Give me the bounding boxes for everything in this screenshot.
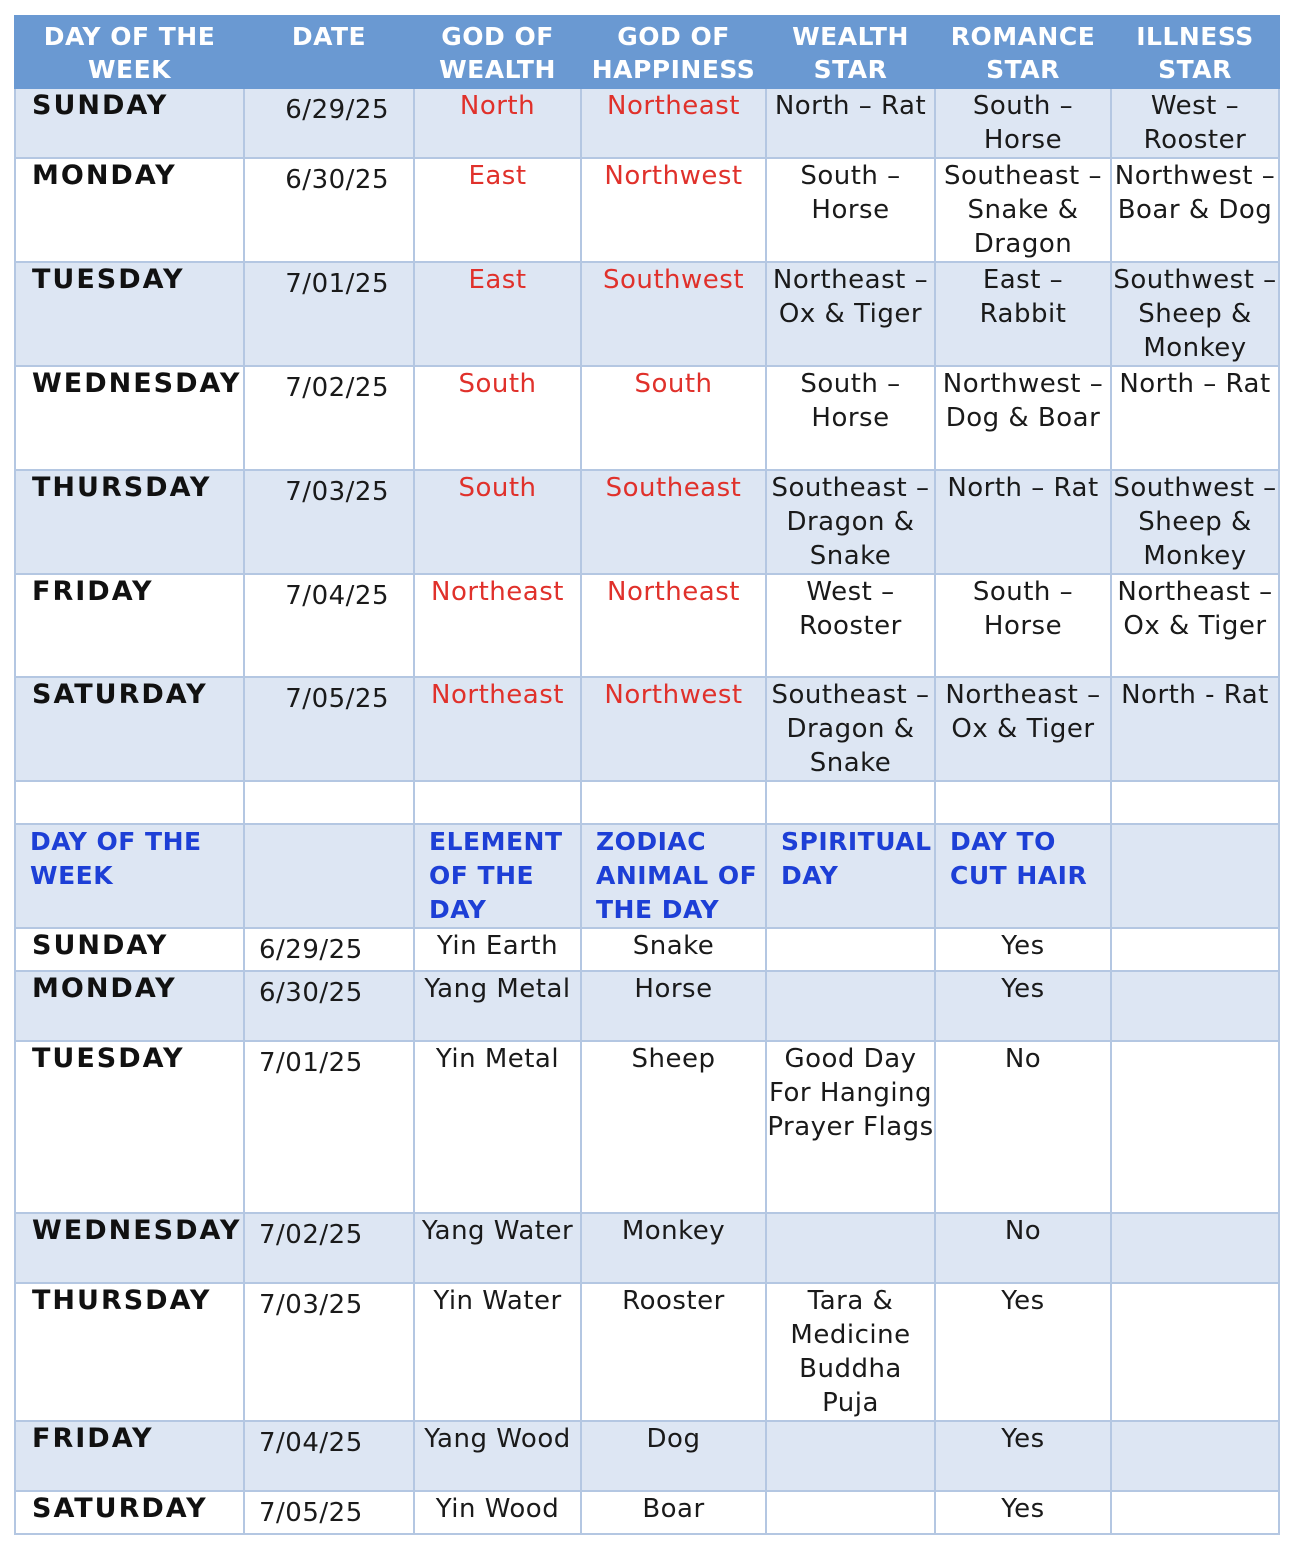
- spiritual-day-cell: Tara & Medicine Buddha Puja: [766, 1283, 935, 1421]
- element-cell: Yin Earth: [414, 928, 581, 971]
- date-cell: 7/01/25: [244, 1041, 414, 1213]
- spiritual-day-cell: Good Day For Hanging Prayer Flags: [766, 1041, 935, 1213]
- empty-cell: [1111, 928, 1279, 971]
- date-cell: 7/03/25: [244, 470, 414, 574]
- god-of-wealth-cell: Northeast: [414, 574, 581, 677]
- table-row: [15, 574, 1279, 677]
- god-of-happiness-cell: Northwest: [581, 158, 766, 262]
- empty-cell: [1111, 1421, 1279, 1491]
- illness-star-cell: North – Rat: [1111, 366, 1279, 470]
- table-row: [15, 1041, 1279, 1213]
- zodiac-animal-cell: Monkey: [581, 1213, 766, 1283]
- god-of-happiness-cell: Northeast: [581, 88, 766, 158]
- day-cell: TUESDAY: [15, 1041, 244, 1213]
- day-cell: FRIDAY: [15, 574, 244, 677]
- subheader-day-to-cut-hair: DAY TO CUT HAIR: [935, 824, 1111, 928]
- day-cell: SUNDAY: [15, 928, 244, 971]
- empty-cell: [1111, 1283, 1279, 1421]
- wealth-star-cell: Northeast – Ox & Tiger: [766, 262, 935, 366]
- subheader-zodiac-animal: ZODIAC ANIMAL OF THE DAY: [581, 824, 766, 928]
- wealth-star-cell: Southeast – Dragon & Snake: [766, 470, 935, 574]
- empty-cell: [1111, 971, 1279, 1041]
- illness-star-cell: North - Rat: [1111, 677, 1279, 781]
- table-row: [15, 88, 1279, 158]
- header-day: DAY OF THE WEEK: [15, 16, 244, 88]
- cut-hair-cell: Yes: [935, 1421, 1111, 1491]
- wealth-star-cell: South – Horse: [766, 158, 935, 262]
- day-cell: FRIDAY: [15, 1421, 244, 1491]
- empty-cell: [244, 781, 414, 824]
- date-cell: 7/04/25: [244, 574, 414, 677]
- wealth-star-cell: Southeast – Dragon & Snake: [766, 677, 935, 781]
- romance-star-cell: South – Horse: [935, 88, 1111, 158]
- subheader-row: [15, 824, 1279, 928]
- god-of-happiness-cell: Northeast: [581, 574, 766, 677]
- spiritual-day-cell: [766, 1213, 935, 1283]
- header-date: DATE: [244, 16, 414, 88]
- table-row: [15, 470, 1279, 574]
- empty-cell: [581, 781, 766, 824]
- spacer-row: [15, 781, 1279, 824]
- god-of-wealth-cell: East: [414, 262, 581, 366]
- illness-star-cell: Southwest – Sheep & Monkey: [1111, 262, 1279, 366]
- cut-hair-cell: Yes: [935, 971, 1111, 1041]
- day-cell: TUESDAY: [15, 262, 244, 366]
- subheader-element: ELEMENT OF THE DAY: [414, 824, 581, 928]
- table-row: [15, 677, 1279, 781]
- table-row: [15, 158, 1279, 262]
- header-row: [15, 16, 1279, 88]
- table-row: [15, 928, 1279, 971]
- table-row: [15, 262, 1279, 366]
- table-row: [15, 1421, 1279, 1491]
- god-of-happiness-cell: Southeast: [581, 470, 766, 574]
- empty-cell: [414, 781, 581, 824]
- day-cell: SUNDAY: [15, 88, 244, 158]
- table-row: [15, 971, 1279, 1041]
- day-cell: SATURDAY: [15, 677, 244, 781]
- element-cell: Yin Metal: [414, 1041, 581, 1213]
- date-cell: 7/03/25: [244, 1283, 414, 1421]
- date-cell: 7/02/25: [244, 366, 414, 470]
- spiritual-day-cell: [766, 971, 935, 1041]
- illness-star-cell: West – Rooster: [1111, 88, 1279, 158]
- cut-hair-cell: Yes: [935, 1283, 1111, 1421]
- element-cell: Yang Water: [414, 1213, 581, 1283]
- element-cell: Yang Metal: [414, 971, 581, 1041]
- romance-star-cell: Northwest – Dog & Boar: [935, 366, 1111, 470]
- god-of-happiness-cell: Northwest: [581, 677, 766, 781]
- god-of-wealth-cell: East: [414, 158, 581, 262]
- subheader-date: [244, 824, 414, 928]
- empty-cell: [15, 781, 244, 824]
- illness-star-cell: Northwest – Boar & Dog: [1111, 158, 1279, 262]
- romance-star-cell: Southeast – Snake & Dragon: [935, 158, 1111, 262]
- zodiac-animal-cell: Snake: [581, 928, 766, 971]
- day-cell: WEDNESDAY: [15, 1213, 244, 1283]
- date-cell: 7/05/25: [244, 677, 414, 781]
- header-illness-star: ILLNESS STAR: [1111, 16, 1279, 88]
- empty-cell: [1111, 1213, 1279, 1283]
- god-of-happiness-cell: Southwest: [581, 262, 766, 366]
- god-of-wealth-cell: North: [414, 88, 581, 158]
- romance-star-cell: North – Rat: [935, 470, 1111, 574]
- cut-hair-cell: Yes: [935, 928, 1111, 971]
- romance-star-cell: Northeast – Ox & Tiger: [935, 677, 1111, 781]
- day-cell: THURSDAY: [15, 1283, 244, 1421]
- header-god-of-wealth: GOD OF WEALTH: [414, 16, 581, 88]
- table-row: [15, 1213, 1279, 1283]
- table-row: [15, 1491, 1279, 1534]
- header-god-of-happiness: GOD OF HAPPINESS: [581, 16, 766, 88]
- empty-cell: [935, 781, 1111, 824]
- zodiac-animal-cell: Dog: [581, 1421, 766, 1491]
- god-of-wealth-cell: South: [414, 470, 581, 574]
- subheader-empty: [1111, 824, 1279, 928]
- cut-hair-cell: No: [935, 1041, 1111, 1213]
- god-of-wealth-cell: Northeast: [414, 677, 581, 781]
- god-of-wealth-cell: South: [414, 366, 581, 470]
- subheader-spiritual-day: SPIRITUAL DAY: [766, 824, 935, 928]
- spiritual-day-cell: [766, 928, 935, 971]
- spiritual-day-cell: [766, 1491, 935, 1534]
- wealth-star-cell: South – Horse: [766, 366, 935, 470]
- empty-cell: [766, 781, 935, 824]
- subheader-day: DAY OF THE WEEK: [15, 824, 244, 928]
- spiritual-day-cell: [766, 1421, 935, 1491]
- date-cell: 6/30/25: [244, 971, 414, 1041]
- cut-hair-cell: Yes: [935, 1491, 1111, 1534]
- illness-star-cell: Southwest – Sheep & Monkey: [1111, 470, 1279, 574]
- date-cell: 7/05/25: [244, 1491, 414, 1534]
- wealth-star-cell: North – Rat: [766, 88, 935, 158]
- day-cell: SATURDAY: [15, 1491, 244, 1534]
- zodiac-animal-cell: Horse: [581, 971, 766, 1041]
- date-cell: 7/01/25: [244, 262, 414, 366]
- day-cell: WEDNESDAY: [15, 366, 244, 470]
- zodiac-animal-cell: Rooster: [581, 1283, 766, 1421]
- element-cell: Yin Water: [414, 1283, 581, 1421]
- element-cell: Yin Wood: [414, 1491, 581, 1534]
- element-cell: Yang Wood: [414, 1421, 581, 1491]
- table-row: [15, 1283, 1279, 1421]
- date-cell: 6/29/25: [244, 88, 414, 158]
- god-of-happiness-cell: South: [581, 366, 766, 470]
- date-cell: 6/29/25: [244, 928, 414, 971]
- illness-star-cell: Northeast – Ox & Tiger: [1111, 574, 1279, 677]
- day-cell: THURSDAY: [15, 470, 244, 574]
- romance-star-cell: South – Horse: [935, 574, 1111, 677]
- day-cell: MONDAY: [15, 158, 244, 262]
- zodiac-animal-cell: Sheep: [581, 1041, 766, 1213]
- romance-star-cell: East – Rabbit: [935, 262, 1111, 366]
- date-cell: 7/02/25: [244, 1213, 414, 1283]
- day-cell: MONDAY: [15, 971, 244, 1041]
- date-cell: 7/04/25: [244, 1421, 414, 1491]
- empty-cell: [1111, 1491, 1279, 1534]
- wealth-star-cell: West – Rooster: [766, 574, 935, 677]
- date-cell: 6/30/25: [244, 158, 414, 262]
- empty-cell: [1111, 1041, 1279, 1213]
- empty-cell: [1111, 781, 1279, 824]
- header-wealth-star: WEALTH STAR: [766, 16, 935, 88]
- header-romance-star: ROMANCE STAR: [935, 16, 1111, 88]
- table-row: [15, 366, 1279, 470]
- feng-shui-calendar-table: [14, 15, 1280, 1535]
- zodiac-animal-cell: Boar: [581, 1491, 766, 1534]
- cut-hair-cell: No: [935, 1213, 1111, 1283]
